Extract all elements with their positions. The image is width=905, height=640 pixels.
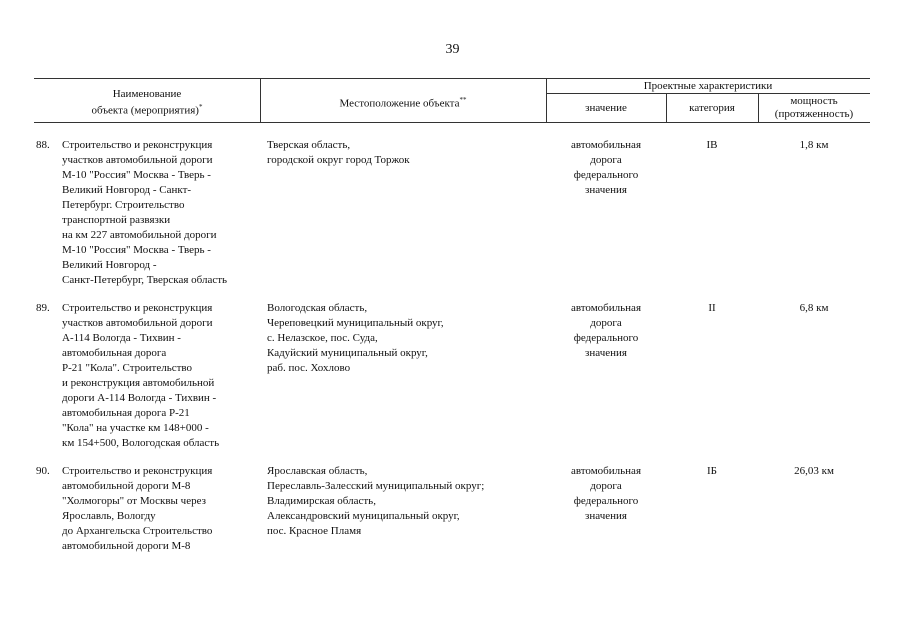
header-capacity-line2: (протяженность) bbox=[774, 108, 854, 120]
header-capacity bbox=[758, 95, 870, 121]
row-object-name: Строительство и реконструкция участков автомобильной дороги М-10 "Россия" Москва - Тверь - Великий Новгород - Санкт- Петербург. Строительство транспортной развязки на км 227 автомобильной дороги М-10 "Россия" Москва - Тверь - Великий Новгород - Санкт-Петербург, Тверская область bbox=[62, 139, 228, 286]
row-value: автомобильная дорога федерального значения bbox=[570, 302, 642, 359]
row-location: Ярославская область, Переславль-Залесский муниципальный округ; Владимирская область, Александровский муниципальный округ, пос. Красное Пламя bbox=[267, 465, 485, 537]
header-capacity-line1: мощность bbox=[790, 95, 838, 107]
header-value: значение bbox=[585, 102, 627, 114]
row-value: автомобильная дорога федерального значения bbox=[570, 465, 642, 522]
header-top-rule bbox=[34, 78, 870, 79]
row-number: 90. bbox=[36, 465, 50, 477]
header-name-line1: Наименование bbox=[112, 88, 182, 100]
row-number: 89. bbox=[36, 302, 50, 314]
header-location-footnote-mark: ** bbox=[459, 96, 467, 104]
design-subheader-rule bbox=[546, 93, 870, 94]
header-bottom-rule bbox=[34, 122, 870, 123]
row-object-name: Строительство и реконструкция участков автомобильной дороги А-114 Вологда - Тихвин - автомобильная дорога Р-21 "Кола". Строительство и реконструкция автомобильной дороги А-114 Вологда - Тихвин - автомобильная дорога Р-21 "Кола" на участке км 148+000 - км 154+500, Вологодская область bbox=[62, 302, 220, 449]
header-location-text: Местоположение объекта bbox=[339, 97, 460, 110]
row-value: автомобильная дорога федерального значения bbox=[570, 139, 642, 196]
row-capacity: 26,03 км bbox=[794, 465, 834, 477]
row-object-name: Строительство и реконструкция автомобильной дороги М-8 "Холмогоры" от Москвы через Ярославль, Вологду до Архангельска Строительство автомобильной дороги М-8 bbox=[62, 465, 213, 552]
row-number: 88. bbox=[36, 139, 50, 151]
header-location bbox=[260, 94, 546, 111]
table-header bbox=[34, 78, 870, 123]
row-category: IВ bbox=[706, 139, 718, 151]
row-capacity: 6,8 км bbox=[799, 302, 829, 314]
header-category: категория bbox=[689, 102, 735, 114]
row-location: Тверская область, городской округ город Торжок bbox=[267, 139, 410, 166]
page-number: 39 bbox=[445, 42, 460, 57]
header-design-characteristics: Проектные характеристики bbox=[643, 80, 773, 92]
header-name bbox=[34, 88, 260, 118]
row-category: IБ bbox=[707, 465, 717, 477]
header-name-line2-wrap bbox=[34, 101, 260, 118]
header-name-footnote-mark: * bbox=[198, 103, 203, 111]
header-name-line2: объекта (мероприятия) bbox=[91, 104, 199, 117]
row-location: Вологодская область, Череповецкий муниципальный округ, с. Нелазское, пос. Суда, Кадуйский муниципальный округ, раб. пос. Хохлово bbox=[267, 302, 444, 374]
row-category: II bbox=[708, 302, 716, 314]
row-capacity: 1,8 км bbox=[799, 139, 829, 151]
